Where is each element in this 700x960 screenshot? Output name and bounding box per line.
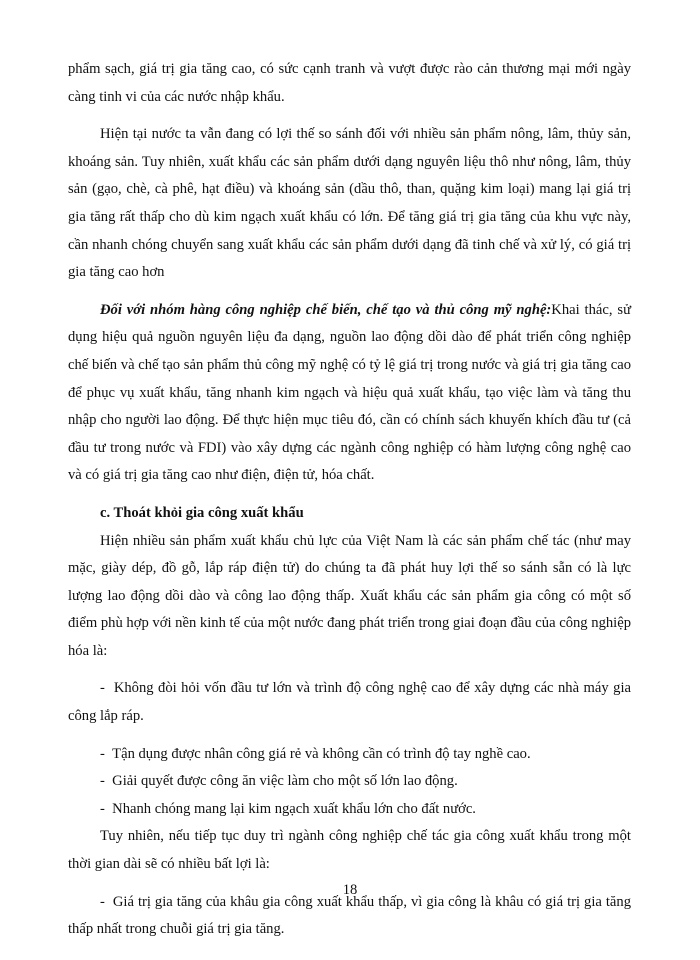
list-item-text: Giải quyết được công ăn việc làm cho một số lớn lao động.	[112, 773, 458, 790]
list-item-text: Nhanh chóng mang lại kim ngạch xuất khẩu lớn cho đất nước.	[112, 800, 476, 817]
paragraph-body: Khai thác, sử dụng hiệu quả nguồn nguyên liệu đa dạng, nguồn lao động dồi dào để phát triển công nghiệp chế biến và chế tạo sản phẩm thủ công mỹ nghệ có tỷ lệ giá trị trong nước và giá trị gia tăng cao để phục vụ xuất khẩu, tăng nhanh kim ngạch và hiệu quả xuất khẩu, tạo việc làm và tăng thu nhập cho người lao động. Để thực hiện mục tiêu đó, cần có chính sách khuyến khích đầu tư (cả đầu tư trong nước và FDI) vào xây dựng các ngành công nghiệp có hàm lượng công nghệ cao và có giá trị gia tăng cao như điện, điện tử, hóa chất.	[68, 301, 631, 484]
list-item-text: Không đòi hỏi vốn đầu tư lớn và trình độ công nghệ cao để xây dựng các nhà máy gia công lắp ráp.	[68, 680, 631, 725]
paragraph-manufacturing	[68, 297, 631, 490]
dash-marker: -	[100, 893, 105, 910]
dash-marker: -	[100, 800, 105, 817]
document-page	[68, 56, 631, 944]
page-number: 18	[342, 882, 358, 898]
dash-marker: -	[100, 680, 105, 697]
list-item	[68, 675, 631, 730]
list-item	[68, 768, 631, 796]
list-item	[68, 796, 631, 824]
list-item-text: Tận dụng được nhân công giá rẻ và không cần có trình độ tay nghề cao.	[112, 745, 531, 762]
dash-marker: -	[100, 745, 105, 762]
paragraph-natural-resources: Hiện tại nước ta vẫn đang có lợi thế so sánh đối với nhiều sản phẩm nông, lâm, thủy sản, khoáng sản. Tuy nhiên, xuất khẩu các sản phẩm dưới dạng nguyên liệu thô như nông, lâm, thủy sản (gạo, chè, cà phê, hạt điều) và khoáng sản (dầu thô, than, quặng kim loại) mang lại giá trị gia tăng rất thấp cho dù kim ngạch xuất khẩu có lớn. Để tăng giá trị gia tăng của khu vực này, cần nhanh chóng chuyển sang xuất khẩu các sản phẩm dưới dạng đã tinh chế và xử lý, có giá trị gia tăng cao hơn	[68, 126, 631, 281]
section-heading-c: c. Thoát khỏi gia công xuất khẩu	[100, 504, 304, 521]
paragraph-lead-heading: Đối với nhóm hàng công nghiệp chế biến, chế tạo và thủ công mỹ nghệ:	[100, 301, 552, 318]
paragraph-continuation: phẩm sạch, giá trị gia tăng cao, có sức cạnh tranh và vượt được rào cản thương mại mới ngày càng tinh vi của các nước nhập khẩu.	[68, 61, 631, 105]
list-item-text: Giá trị gia tăng của khâu gia công xuất khẩu thấp, vì gia công là khâu có giá trị gia tăng thấp nhất trong chuỗi giá trị gia tăng.	[68, 893, 632, 938]
paragraph-disadvantages: Tuy nhiên, nếu tiếp tục duy trì ngành công nghiệp chế tác gia công xuất khẩu trong một thời gian dài sẽ có nhiều bất lợi là:	[68, 828, 631, 873]
dash-marker: -	[100, 773, 105, 790]
paragraph-processing-exports: Hiện nhiều sản phẩm xuất khẩu chủ lực của Việt Nam là các sản phẩm chế tác (như may mặc, giày dép, đồ gỗ, lắp ráp điện tử) do chúng ta đã phát huy lợi thế so sánh sẵn có là lực lượng lao động dồi dào và công lao động thấp. Xuất khẩu các sản phẩm gia công có một số điểm phù hợp với nền kinh tế của một nước đang phát triển trong giai đoạn đầu của công nghiệp hóa là:	[68, 532, 631, 659]
list-item	[68, 741, 631, 769]
